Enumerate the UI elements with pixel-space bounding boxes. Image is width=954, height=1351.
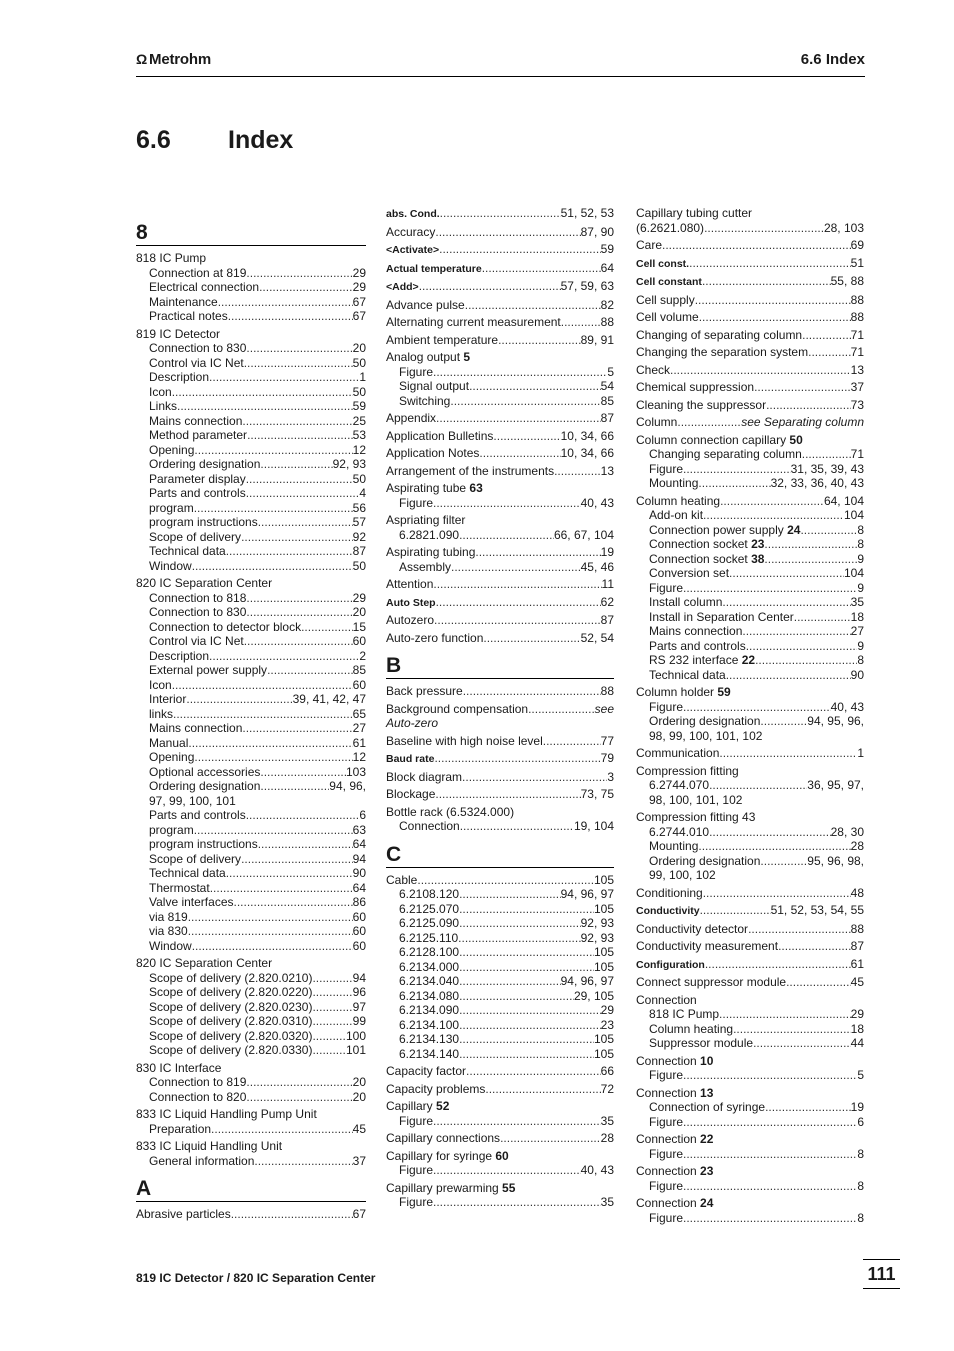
index-subentry: Icon ..... 50 xyxy=(136,385,366,400)
index-subentry: Ordering designation ..... 94, 95, 96, xyxy=(636,714,864,729)
index-subentry: 6.2108.120 ..... 94, 96, 97 xyxy=(386,887,614,902)
index-subentry: Signal output ..... 54 xyxy=(386,379,614,394)
metrohm-logo xyxy=(136,51,211,68)
index-entry: Alternating current measurement ..... 88 xyxy=(386,315,614,330)
index-subentry: Figure ..... 35 xyxy=(386,1195,614,1210)
index-entry: Aspriating filter xyxy=(386,513,466,527)
index-entry: Communication ..... 1 xyxy=(636,746,864,761)
index-subentry: Assembly ..... 45, 46 xyxy=(386,560,614,575)
index-entry: Care ..... 69 xyxy=(636,238,864,253)
index-subentry: Scope of delivery (2.820.0310) ..... 99 xyxy=(136,1014,366,1029)
index-subentry: Install column ..... 35 xyxy=(636,595,864,610)
index-entry: Connect suppressor module ..... 45 xyxy=(636,975,864,990)
index-subentry-continuation: 99, 100, 102 xyxy=(649,868,716,882)
index-subentry: Connection to 830 ..... 20 xyxy=(136,605,366,620)
index-subentry: RS 232 interface 22 ..... 8 xyxy=(636,653,864,668)
index-subentry: 6.2821.090 ..... 66, 67, 104 xyxy=(386,528,614,543)
index-entry: Aspirating tube 63 xyxy=(386,481,483,495)
index-entry: 833 IC Liquid Handling Unit xyxy=(136,1139,283,1153)
index-subentry: Switching ..... 85 xyxy=(386,394,614,409)
index-entry: Ambient temperature ..... 89, 91 xyxy=(386,333,614,348)
index-subentry: Figure ..... 5 xyxy=(386,365,614,380)
index-entry: Cleaning the suppressor ..... 73 xyxy=(636,398,864,413)
index-subentry: 6.2125.110 ..... 92, 93 xyxy=(386,931,614,946)
index-subentry: Valve interfaces ..... 86 xyxy=(136,895,366,910)
letter-heading-a: A xyxy=(136,1175,366,1202)
index-entry: Application Notes ..... 10, 34, 66 xyxy=(386,446,614,461)
index-entry: Bottle rack (6.5324.000) xyxy=(386,804,515,819)
index-entry: Connection 10 xyxy=(636,1053,714,1068)
index-subentry: 818 IC Pump ..... 29 xyxy=(636,1007,864,1022)
index-entry: Cell const. ..... 51 xyxy=(636,256,864,272)
index-entry: Cable ..... 105 xyxy=(386,873,614,888)
index-subentry: Connection power supply 24 ..... 8 xyxy=(636,523,864,538)
index-subentry: Add-on kit ..... 104 xyxy=(636,508,864,523)
index-entry: Analog output 5 xyxy=(386,350,471,364)
index-subentry: Figure ..... 35 xyxy=(386,1114,614,1129)
index-entry: Advance pulse ..... 82 xyxy=(386,298,614,313)
index-subentry: Opening ..... 12 xyxy=(136,750,366,765)
index-subentry: links ..... 65 xyxy=(136,707,366,722)
index-subentry: 6.2744.070 ..... 36, 95, 97, xyxy=(636,778,864,793)
index-entry: Conductivity detector ..... 88 xyxy=(636,922,864,937)
index-entry: 833 IC Liquid Handling Pump Unit xyxy=(136,1107,317,1121)
index-entry: Actual temperature ..... 64 xyxy=(386,261,614,277)
page-title xyxy=(136,126,293,155)
index-subentry: Scope of delivery (2.820.0220) ..... 96 xyxy=(136,985,366,1000)
index-entry: Connection xyxy=(636,992,697,1007)
index-subentry: Figure ..... 40, 43 xyxy=(386,1163,614,1178)
omega-icon: Ω xyxy=(136,51,148,67)
index-subentry: Practical notes ..... 67 xyxy=(136,309,366,324)
index-entry: Autozero ..... 87 xyxy=(386,613,614,628)
index-subentry: Connection ..... 19, 104 xyxy=(386,819,614,834)
index-subentry: Maintenance ..... 67 xyxy=(136,295,366,310)
index-entry: Baseline with high noise level ..... 77 xyxy=(386,734,614,749)
index-subentry: 6.2134.100 ..... 23 xyxy=(386,1018,614,1033)
index-subentry: Connection to 818 ..... 29 xyxy=(136,591,366,606)
index-entry: Attention ..... 11 xyxy=(386,577,614,592)
index-subentry: Parameter display ..... 50 xyxy=(136,472,366,487)
index-subentry: 6.2134.140 ..... 105 xyxy=(386,1047,614,1062)
index-subentry: program ..... 56 xyxy=(136,501,366,516)
index-entry: Accuracy ..... 87, 90 xyxy=(386,225,614,240)
index-subentry: General information ..... 37 xyxy=(136,1154,366,1169)
index-subentry: Figure ..... 31, 35, 39, 43 xyxy=(636,462,864,477)
index-entry: Baud rate ..... 79 xyxy=(386,751,614,767)
index-entry: Cell supply ..... 88 xyxy=(636,293,864,308)
index-subentry: Preparation ..... 45 xyxy=(136,1122,366,1137)
index-entry: Capillary tubing cutter xyxy=(636,206,753,220)
index-entry: Check ..... 13 xyxy=(636,363,864,378)
index-entry: Abrasive particles ..... 67 xyxy=(136,1207,366,1222)
index-entry: 820 IC Separation Center xyxy=(136,576,273,590)
index-subentry: Figure ..... 6 xyxy=(636,1115,864,1130)
index-entry: Blockage ..... 73, 75 xyxy=(386,787,614,802)
index-subentry: via 830 ..... 60 xyxy=(136,924,366,939)
index-subentry: Ordering designation ..... 92, 93 xyxy=(136,457,366,472)
index-subentry-continuation: 97, 99, 100, 101 xyxy=(149,793,236,808)
index-entry: Arrangement of the instruments ..... 13 xyxy=(386,464,614,479)
index-subentry: Ordering designation ..... 95, 96, 98, xyxy=(636,854,864,869)
index-entry: Compression fitting 43 xyxy=(636,810,756,824)
index-entry: Column ..... see Separating column xyxy=(636,415,864,430)
index-subentry: Technical data ..... 90 xyxy=(636,668,864,683)
section-title: Index xyxy=(228,126,294,154)
index-subentry: 6.2134.130 ..... 105 xyxy=(386,1032,614,1047)
index-entry: <Activate> ..... 59 xyxy=(386,242,614,258)
index-entry: Capacity problems ..... 72 xyxy=(386,1082,614,1097)
index-entry: Column connection capillary 50 xyxy=(636,432,803,447)
index-subentry: 6.2744.010 ..... 28, 30 xyxy=(636,825,864,840)
index-subentry: program ..... 63 xyxy=(136,823,366,838)
index-entry: Auto-zero function ..... 52, 54 xyxy=(386,631,614,646)
index-subentry: Mounting ..... 32, 33, 36, 40, 43 xyxy=(636,476,864,491)
index-subentry: 6.2134.080 ..... 29, 105 xyxy=(386,989,614,1004)
index-entry: Compression fitting xyxy=(636,763,739,778)
index-subentry: Mounting ..... 28 xyxy=(636,839,864,854)
index-entry: Background compensation ..... see xyxy=(386,702,614,717)
index-entry: Conditioning ..... 48 xyxy=(636,886,864,901)
index-subentry: Optional accessories ..... 103 xyxy=(136,765,366,780)
index-subentry: Connection to detector block ..... 15 xyxy=(136,620,366,635)
index-subentry: Connection to 820 ..... 20 xyxy=(136,1090,366,1105)
index-entry: Capillary for syringe 60 xyxy=(386,1148,509,1163)
index-subentry: Scope of delivery (2.820.0230) ..... 97 xyxy=(136,1000,366,1015)
index-subentry: Scope of delivery (2.820.0210) ..... 94 xyxy=(136,971,366,986)
index-subentry: Window ..... 60 xyxy=(136,939,366,954)
index-subentry: Electrical connection ..... 29 xyxy=(136,280,366,295)
index-subentry: Figure ..... 8 xyxy=(636,1211,864,1226)
index-subentry: 6.2134.090 ..... 29 xyxy=(386,1003,614,1018)
letter-heading-b: B xyxy=(386,652,614,679)
index-entry: Configuration ..... 61 xyxy=(636,957,864,973)
index-subentry: Ordering designation ..... 94, 96, xyxy=(136,779,366,794)
index-entry: Cell constant ..... 55, 88 xyxy=(636,274,864,290)
index-column-2 xyxy=(386,206,614,1210)
index-entry: Conductivity measurement ..... 87 xyxy=(636,939,864,954)
index-subentry: Connection socket 38 ..... 9 xyxy=(636,552,864,567)
index-entry: Changing the separation system ..... 71 xyxy=(636,345,864,360)
index-entry-continuation: (6.2621.080) ..... 28, 103 xyxy=(636,221,864,236)
index-entry: Aspirating tubing ..... 19 xyxy=(386,545,614,560)
page-number: 111 xyxy=(863,1259,900,1289)
index-subentry: Connection to 819 ..... 20 xyxy=(136,1075,366,1090)
index-entry: Cell volume ..... 88 xyxy=(636,310,864,325)
index-subentry: Parts and controls ..... 9 xyxy=(636,639,864,654)
index-subentry: Interior ..... 39, 41, 42, 47 xyxy=(136,692,366,707)
index-subentry: Figure ..... 8 xyxy=(636,1179,864,1194)
index-subentry: Connection of syringe ..... 19 xyxy=(636,1100,864,1115)
index-subentry: Scope of delivery ..... 94 xyxy=(136,852,366,867)
index-subentry: Connection at 819 ..... 29 xyxy=(136,266,366,281)
index-subentry: Window ..... 50 xyxy=(136,559,366,574)
index-entry: Conductivity ..... 51, 52, 53, 54, 55 xyxy=(636,903,864,919)
index-entry: Capacity factor ..... 66 xyxy=(386,1064,614,1079)
page-header xyxy=(136,50,865,77)
index-subentry: Figure ..... 40, 43 xyxy=(386,496,614,511)
index-subentry: Manual ..... 61 xyxy=(136,736,366,751)
index-subentry: Conversion set ..... 104 xyxy=(636,566,864,581)
index-subentry: Suppressor module ..... 44 xyxy=(636,1036,864,1051)
index-subentry: Scope of delivery (2.820.0330) ..... 101 xyxy=(136,1043,366,1058)
index-entry: Capillary prewarming 55 xyxy=(386,1180,516,1195)
index-subentry: Control via IC Net ..... 50 xyxy=(136,356,366,371)
index-column-3 xyxy=(636,206,864,1225)
index-entry: Appendix ..... 87 xyxy=(386,411,614,426)
index-subentry: 6.2134.040 ..... 94, 96, 97 xyxy=(386,974,614,989)
index-entry: Application Bulletins ..... 10, 34, 66 xyxy=(386,429,614,444)
section-number: 6.6 xyxy=(136,126,171,154)
index-entry: Capillary 52 xyxy=(386,1099,450,1113)
index-entry: Back pressure ..... 88 xyxy=(386,684,614,699)
index-subentry: Connection socket 23 ..... 8 xyxy=(636,537,864,552)
index-entry: 820 IC Separation Center xyxy=(136,956,273,970)
index-subentry: 6.2125.070 ..... 105 xyxy=(386,902,614,917)
logo-text: Metrohm xyxy=(149,51,211,68)
index-entry: Capillary connections ..... 28 xyxy=(386,1131,614,1146)
header-section-title: 6.6 Index xyxy=(800,51,865,68)
index-entry: Changing of separating column ..... 71 xyxy=(636,328,864,343)
index-entry: Column holder 59 xyxy=(636,685,731,699)
index-entry: 819 IC Detector xyxy=(136,326,221,341)
index-subentry: Opening ..... 12 xyxy=(136,443,366,458)
index-subentry: Figure ..... 40, 43 xyxy=(636,700,864,715)
index-subentry: Connection to 830 ..... 20 xyxy=(136,341,366,356)
index-subentry: Mains connection ..... 27 xyxy=(636,624,864,639)
index-subentry: Icon ..... 60 xyxy=(136,678,366,693)
index-subentry: Column heating ..... 18 xyxy=(636,1022,864,1037)
index-subentry: 6.2128.100 ..... 105 xyxy=(386,945,614,960)
index-entry: Connection 22 xyxy=(636,1132,714,1146)
index-subentry: Parts and controls ..... 4 xyxy=(136,486,366,501)
index-subentry: External power supply ..... 85 xyxy=(136,663,366,678)
index-subentry: Mains connection ..... 25 xyxy=(136,414,366,429)
index-subentry: Links ..... 59 xyxy=(136,399,366,414)
index-subentry: Scope of delivery ..... 92 xyxy=(136,530,366,545)
letter-heading-c: C xyxy=(386,841,614,868)
index-subentry: Description ..... 1 xyxy=(136,370,366,385)
footer-product-name: 819 IC Detector / 820 IC Separation Center xyxy=(136,1271,376,1285)
index-subentry: Description ..... 2 xyxy=(136,649,366,664)
index-subentry: 6.2125.090 ..... 92, 93 xyxy=(386,916,614,931)
index-entry: Block diagram ..... 3 xyxy=(386,770,614,785)
index-subentry: Method parameter ..... 53 xyxy=(136,428,366,443)
index-entry: Column heating ..... 64, 104 xyxy=(636,494,864,509)
index-subentry-continuation: 98, 99, 100, 101, 102 xyxy=(649,728,763,743)
index-entry: <Add> ..... 57, 59, 63 xyxy=(386,279,614,295)
index-subentry: Install in Separation Center ..... 18 xyxy=(636,610,864,625)
index-subentry-continuation: 98, 100, 101, 102 xyxy=(649,792,743,807)
index-subentry: Mains connection ..... 27 xyxy=(136,721,366,736)
index-subentry: Technical data ..... 90 xyxy=(136,866,366,881)
index-subentry: program instructions ..... 57 xyxy=(136,515,366,530)
letter-heading-8: 8 xyxy=(136,219,366,246)
index-subentry: via 819 ..... 60 xyxy=(136,910,366,925)
index-subentry: Control via IC Net ..... 60 xyxy=(136,634,366,649)
index-subentry: 6.2134.000 ..... 105 xyxy=(386,960,614,975)
index-entry: abs. Cond. ..... 51, 52, 53 xyxy=(386,206,614,222)
index-subentry: Figure ..... 5 xyxy=(636,1068,864,1083)
index-subentry: Changing separating column ..... 71 xyxy=(636,447,864,462)
index-subentry: Figure ..... 8 xyxy=(636,1147,864,1162)
index-entry: Connection 24 xyxy=(636,1196,714,1210)
index-entry: 818 IC Pump xyxy=(136,251,207,265)
index-entry: Connection 13 xyxy=(636,1085,714,1100)
index-subentry: Thermostat ..... 64 xyxy=(136,881,366,896)
index-subentry: Parts and controls ..... 6 xyxy=(136,808,366,823)
index-subentry: program instructions ..... 64 xyxy=(136,837,366,852)
index-entry: 830 IC Interface xyxy=(136,1060,222,1075)
index-subentry: Scope of delivery (2.820.0320) ..... 100 xyxy=(136,1029,366,1044)
index-entry: Connection 23 xyxy=(636,1164,714,1178)
index-entry: Chemical suppression ..... 37 xyxy=(636,380,864,395)
index-entry: Auto Step ..... 62 xyxy=(386,595,614,611)
index-subentry: Technical data ..... 87 xyxy=(136,544,366,559)
index-subentry: Figure ..... 9 xyxy=(636,581,864,596)
index-column-1 xyxy=(136,219,366,1222)
index-entry-continuation: Auto-zero xyxy=(386,716,439,730)
